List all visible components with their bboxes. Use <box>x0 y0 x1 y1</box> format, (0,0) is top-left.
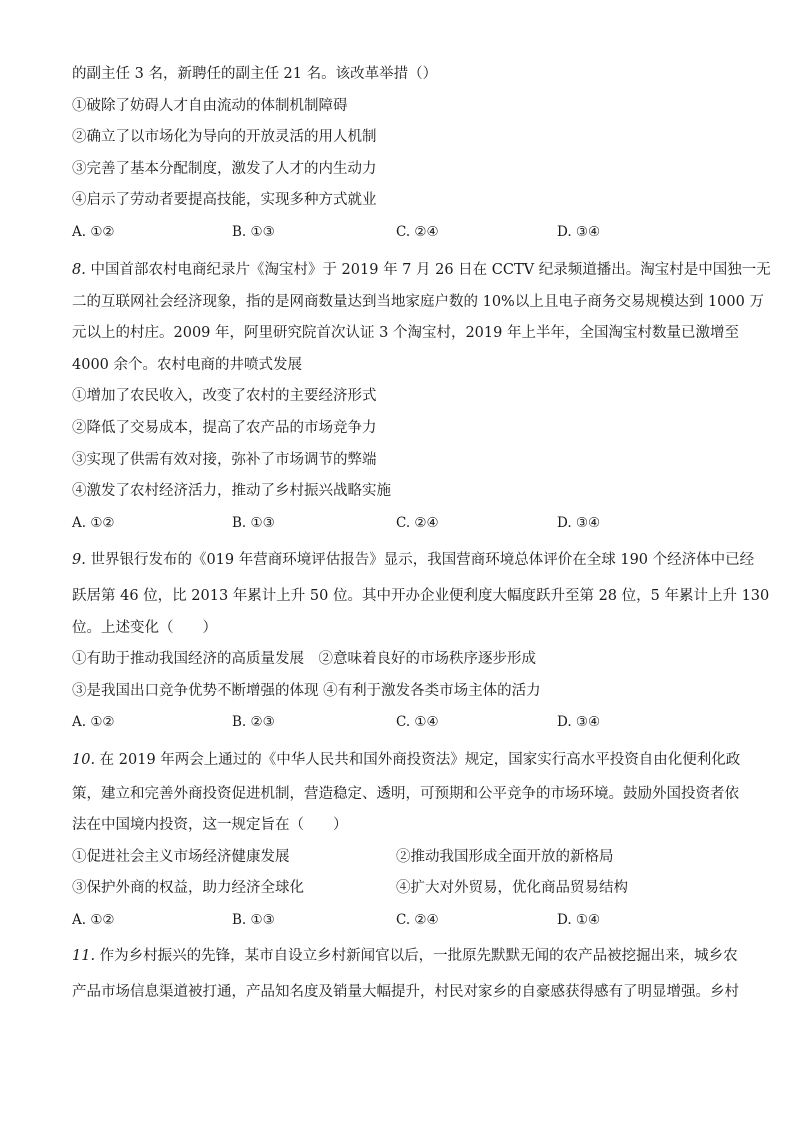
q8-choice-a: A. ①② <box>72 515 115 531</box>
q10-choice-c: C. ②④ <box>396 912 439 928</box>
q10-choice-d: D. ①④ <box>557 912 601 928</box>
q9-choice-a: A. ①② <box>72 714 115 730</box>
q7-continuation: 的副主任 3 名，新聘任的副主任 21 名。该改革举措（） <box>72 66 438 82</box>
q10-stem-line-2: 策，建立和完善外商投资促进机制，营造稳定、透明，可预期和公平竞争的市场环境。鼓励外国投资者依 <box>72 786 739 802</box>
q7-item-4: ④启示了劳动者要提高技能，实现多种方式就业 <box>72 192 377 208</box>
q8-stem-line-2: 二的互联网社会经济现象，指的是网商数量达到当地家庭户数的 10%以上且电子商务交易规模达到 1000 万 <box>72 294 764 310</box>
q10-choice-a: A. ①② <box>72 912 115 928</box>
q10-item-4: ④扩大对外贸易，优化商品贸易结构 <box>396 880 628 896</box>
q9-choice-d: D. ③④ <box>557 714 601 730</box>
q8-stem-line-4: 4000 余个。农村电商的井喷式发展 <box>72 357 303 373</box>
q8-item-3: ③实现了供需有效对接，弥补了市场调节的弊端 <box>72 452 377 468</box>
q8-item-2: ②降低了交易成本，提高了农产品的市场竞争力 <box>72 420 377 436</box>
q8-item-4: ④激发了农村经济活力，推动了乡村振兴战略实施 <box>72 483 391 499</box>
q9-stem-line-3: 位。上述变化（ ） <box>72 620 217 636</box>
q11-stem-line-1: 11. 作为乡村振兴的先锋，某市自设立乡村新闻官以后，一批原先默默无闻的农产品被挖掘出来，城乡农 <box>72 948 738 964</box>
q10-item-2: ②推动我国形成全面开放的新格局 <box>396 849 614 865</box>
q8-item-1: ①增加了农民收入，改变了农村的主要经济形式 <box>72 388 377 404</box>
q7-item-2: ②确立了以市场化为导向的开放灵活的用人机制 <box>72 129 377 145</box>
q9-choice-c: C. ①④ <box>396 714 439 730</box>
q10-choice-b: B. ①③ <box>232 912 275 928</box>
q7-choice-c: C. ②④ <box>396 224 439 240</box>
q10-item-1: ①促进社会主义市场经济健康发展 <box>72 849 290 865</box>
q8-choice-d: D. ③④ <box>557 515 601 531</box>
q9-item-row-2: ③是我国出口竞争优势不断增强的体现 ④有利于激发各类市场主体的活力 <box>72 683 541 699</box>
q11-number: 11. <box>72 948 96 964</box>
q11-stem-line-2: 产品市场信息渠道被打通，产品知名度及销量大幅提升，村民对家乡的自豪感获得感有了明显增强。乡村 <box>72 984 739 1000</box>
q7-item-3: ③完善了基本分配制度，激发了人才的内生动力 <box>72 161 377 177</box>
q9-number: 9. <box>72 552 86 568</box>
q9-stem-line-2: 跃居第 46 位，比 2013 年累计上升 50 位。其中开办企业便利度大幅度跃升至第 28 位，5 年累计上升 130 <box>72 588 770 604</box>
q7-choice-a: A. ①② <box>72 224 115 240</box>
q7-choice-d: D. ③④ <box>557 224 601 240</box>
q9-stem-line-1: 9. 世界银行发布的《019 年营商环境评估报告》显示，我国营商环境总体评价在全球 190 个经济体中已经 <box>72 552 755 568</box>
q7-item-1: ①破除了妨碍人才自由流动的体制机制障碍 <box>72 98 348 114</box>
q8-stem-line-1: 8. 中国首部农村电商纪录片《淘宝村》于 2019 年 7 月 26 日在 CCTV 纪录频道播出。淘宝村是中国独一无 <box>72 262 771 278</box>
q10-stem-line-1: 10. 在 2019 年两会上通过的《中华人民共和国外商投资法》规定，国家实行高水平投资自由化便利化政 <box>72 752 741 768</box>
q10-item-3: ③保护外商的权益，助力经济全球化 <box>72 880 304 896</box>
q9-item-row-1: ①有助于推动我国经济的高质量发展 ②意味着良好的市场秩序逐步形成 <box>72 651 536 667</box>
q10-stem-line-3: 法在中国境内投资，这一规定旨在（ ） <box>72 817 348 833</box>
q9-choice-b: B. ②③ <box>232 714 275 730</box>
q8-number: 8. <box>72 262 86 278</box>
q8-choice-b: B. ①③ <box>232 515 275 531</box>
q8-stem-line-3: 元以上的村庄。2009 年，阿里研究院首次认证 3 个淘宝村，2019 年上半年，全国淘宝村数量已激增至 <box>72 325 739 341</box>
q10-number: 10. <box>72 752 96 768</box>
q8-choice-c: C. ②④ <box>396 515 439 531</box>
q7-choice-b: B. ①③ <box>232 224 275 240</box>
